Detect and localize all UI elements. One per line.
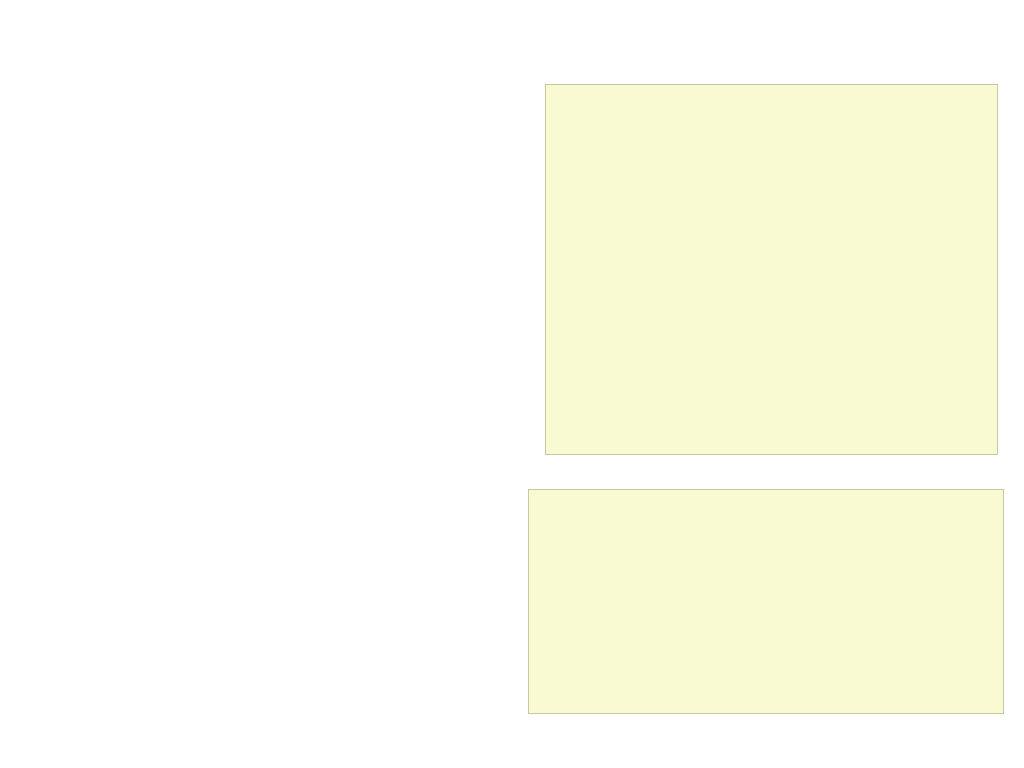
alkanes-table	[545, 84, 998, 455]
alkenes-table	[528, 489, 1004, 714]
